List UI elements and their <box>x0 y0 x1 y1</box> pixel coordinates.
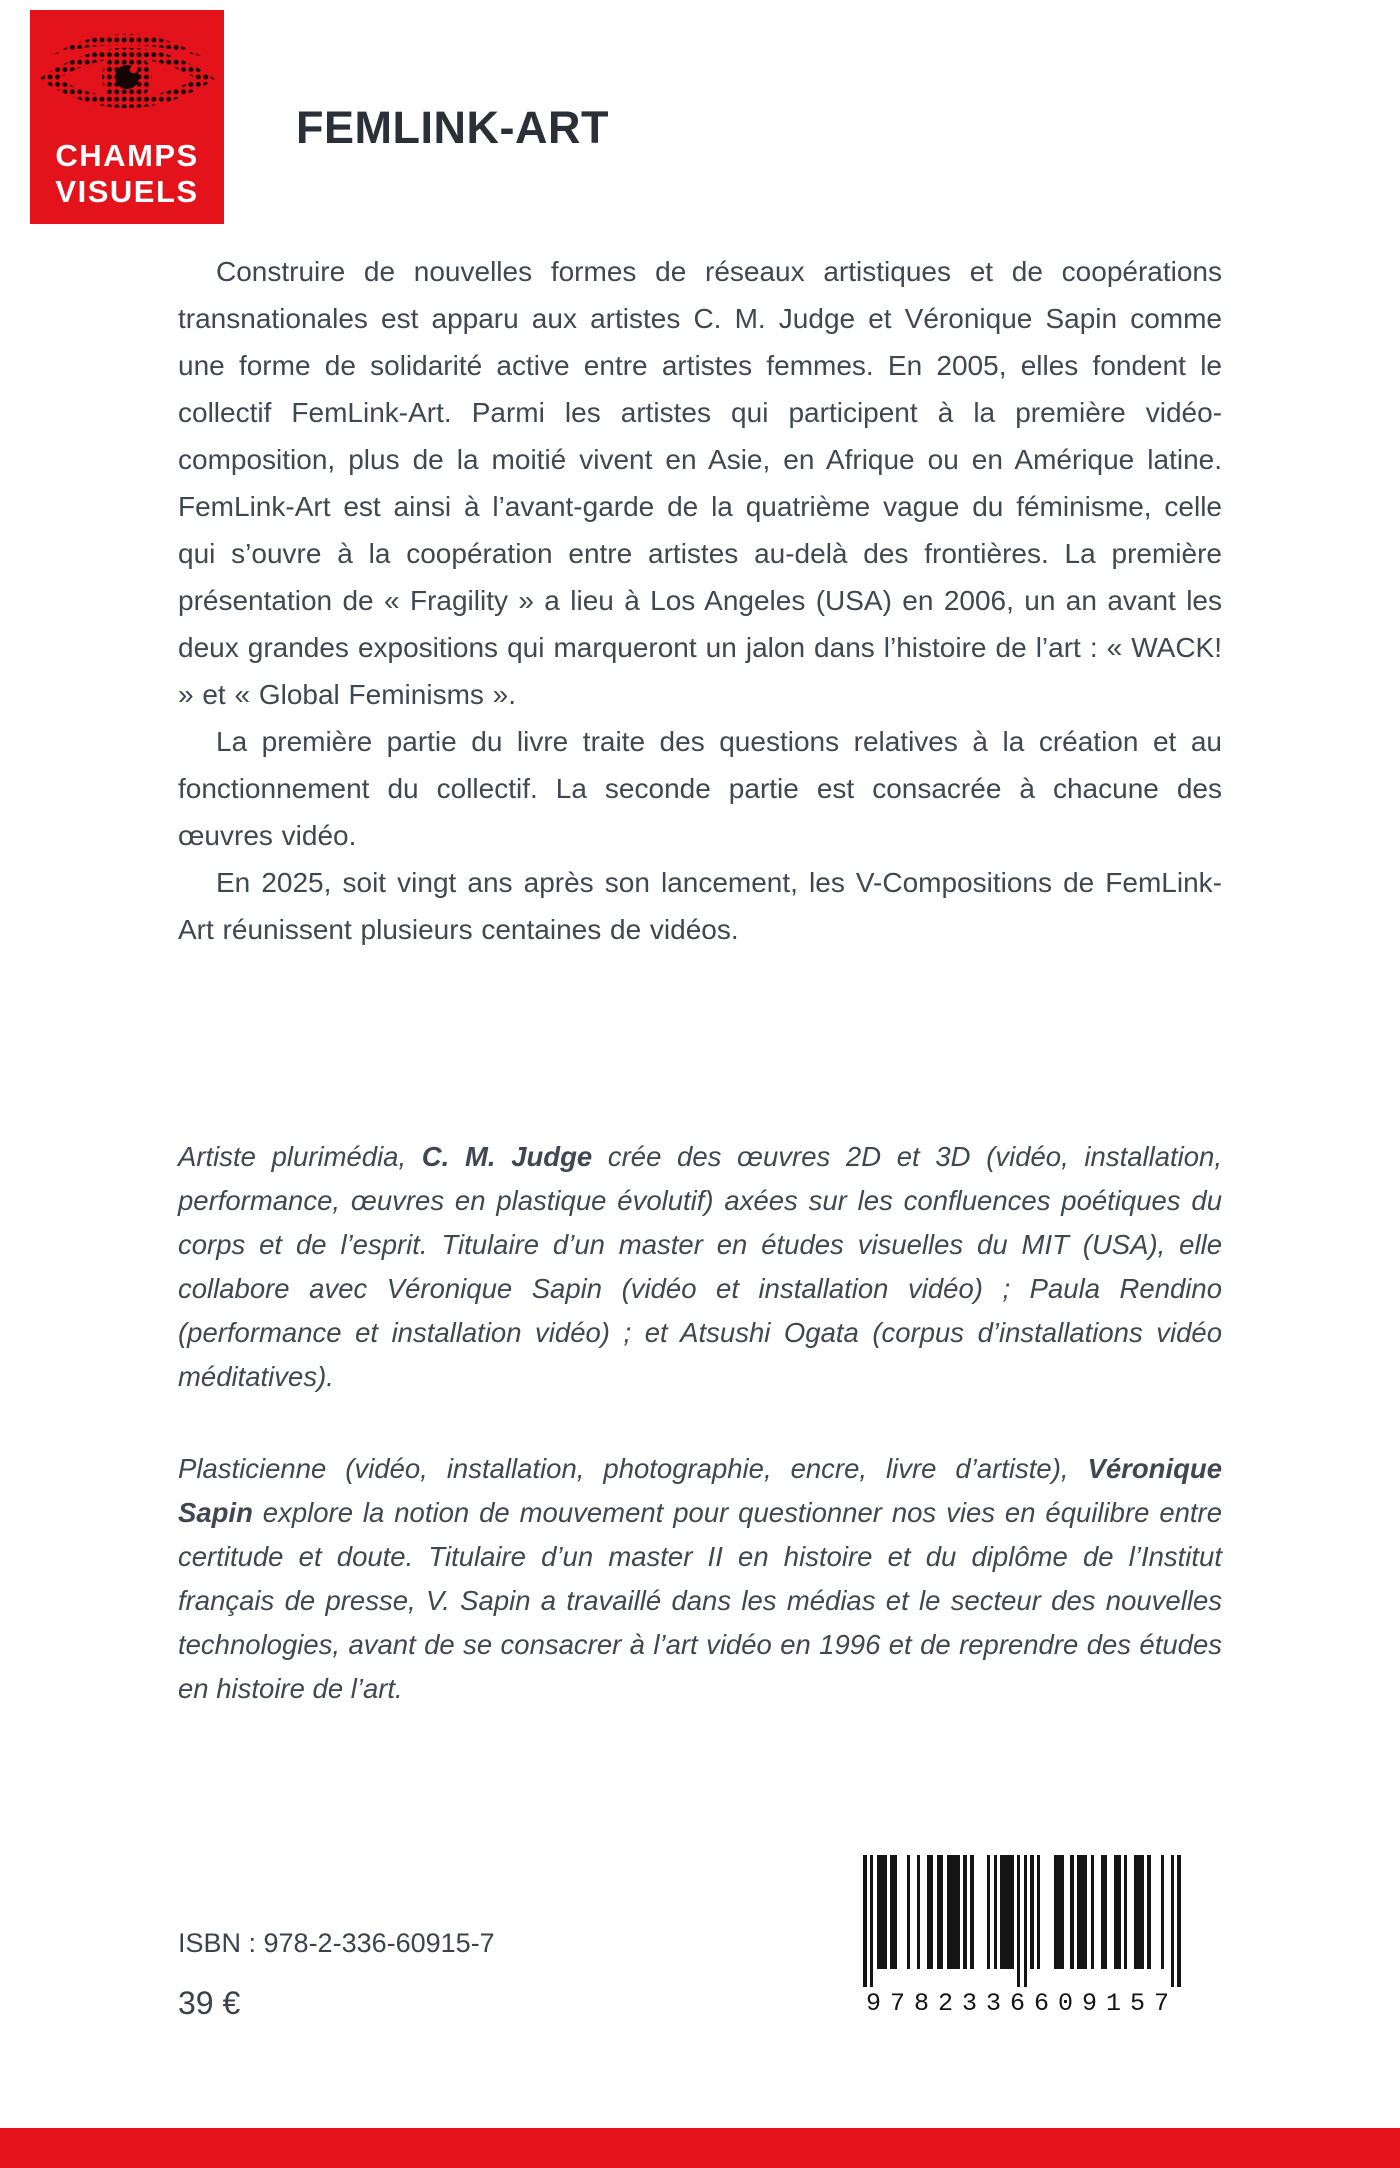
pricing-block <box>178 1928 495 2022</box>
back-cover-content <box>178 240 1222 1759</box>
author-name-sapin: Véronique Sapin <box>178 1453 1222 1528</box>
synopsis-paragraph-1: Construire de nouvelles formes de réseaux artistiques et de coopérations transnationales est apparu aux artistes C. M. Judge et Véronique Sapin comme une forme de solidarité active entre artistes femmes. En 2005, elles fondent le collectif FemLink-Art. Parmi les artistes qui participent à la première vidéo-composition, plus de la moitié vivent en Asie, en Afrique ou en Amérique latine. FemLink-Art est ainsi à l’avant-garde de la quatrième vague du féminisme, celle qui s’ouvre à la coopération entre artistes au-delà des frontières. La première présentation de « Fragility » a lieu à Los Angeles (USA) en 2006, un an avant les deux grandes expositions qui marqueront un jalon dans l’histoire de l’art : « WACK! » et « Global Feminisms ». <box>178 256 1222 710</box>
bio-text: explore la notion de mouvement pour questionner nos vies en équilibre entre certitude et doute. Titulaire d’un master II en histoire et du diplôme de l’Institut français de presse, V. Sapin a travaillé dans les médias et le secteur des nouvelles technologies, avant de se consacrer à l’art vidéo en 1996 et de reprendre des études en histoire de l’art. <box>178 1497 1222 1704</box>
barcode <box>862 1855 1182 2018</box>
author-name-judge: C. M. Judge <box>421 1141 593 1172</box>
bio-text: Artiste plurimédia, <box>178 1141 422 1172</box>
barcode-bars <box>863 1855 1181 1987</box>
isbn: ISBN : 978-2-336-60915-7 <box>178 1928 495 1958</box>
bio-text: Plasticienne (vidéo, installation, photographie, encre, livre d’artiste), <box>178 1453 1088 1484</box>
collection-logo <box>30 10 224 224</box>
collection-name-line2: VISUELS <box>55 174 199 209</box>
synopsis <box>178 248 1222 953</box>
barcode-digits: 9782336609157 <box>865 1989 1179 2018</box>
collection-name-line1: CHAMPS <box>55 138 199 173</box>
book-title: FEMLINK-ART <box>296 102 609 153</box>
synopsis-paragraph-2: La première partie du livre traite des questions relatives à la création et au fonctionnement du collectif. La seconde partie est consacrée à chacune des œuvres vidéo. <box>178 726 1222 851</box>
author-bio-sapin <box>178 1447 1222 1711</box>
collection-name <box>55 138 198 210</box>
eye-icon <box>39 18 215 136</box>
author-bio-judge <box>178 1135 1222 1399</box>
author-bios <box>178 1135 1222 1711</box>
synopsis-paragraph-3: En 2025, soit vingt ans après son lancement, les V-Compositions de FemLink-Art réunissent plusieurs centaines de vidéos. <box>178 867 1222 945</box>
price: 39 € <box>178 1985 241 2021</box>
bio-text: crée des œuvres 2D et 3D (vidéo, installation, performance, œuvres en plastique évolutif) axées sur les confluences poétiques du corps et de l’esprit. Titulaire d’un master en études visuelles du MIT (USA), elle collabore avec Véronique Sapin (vidéo et installation vidéo) ; Paula Rendino (performance et installation vidéo) ; et Atsushi Ogata (corpus d’installations vidéo méditatives). <box>178 1141 1222 1392</box>
bottom-red-strip <box>0 2128 1400 2168</box>
